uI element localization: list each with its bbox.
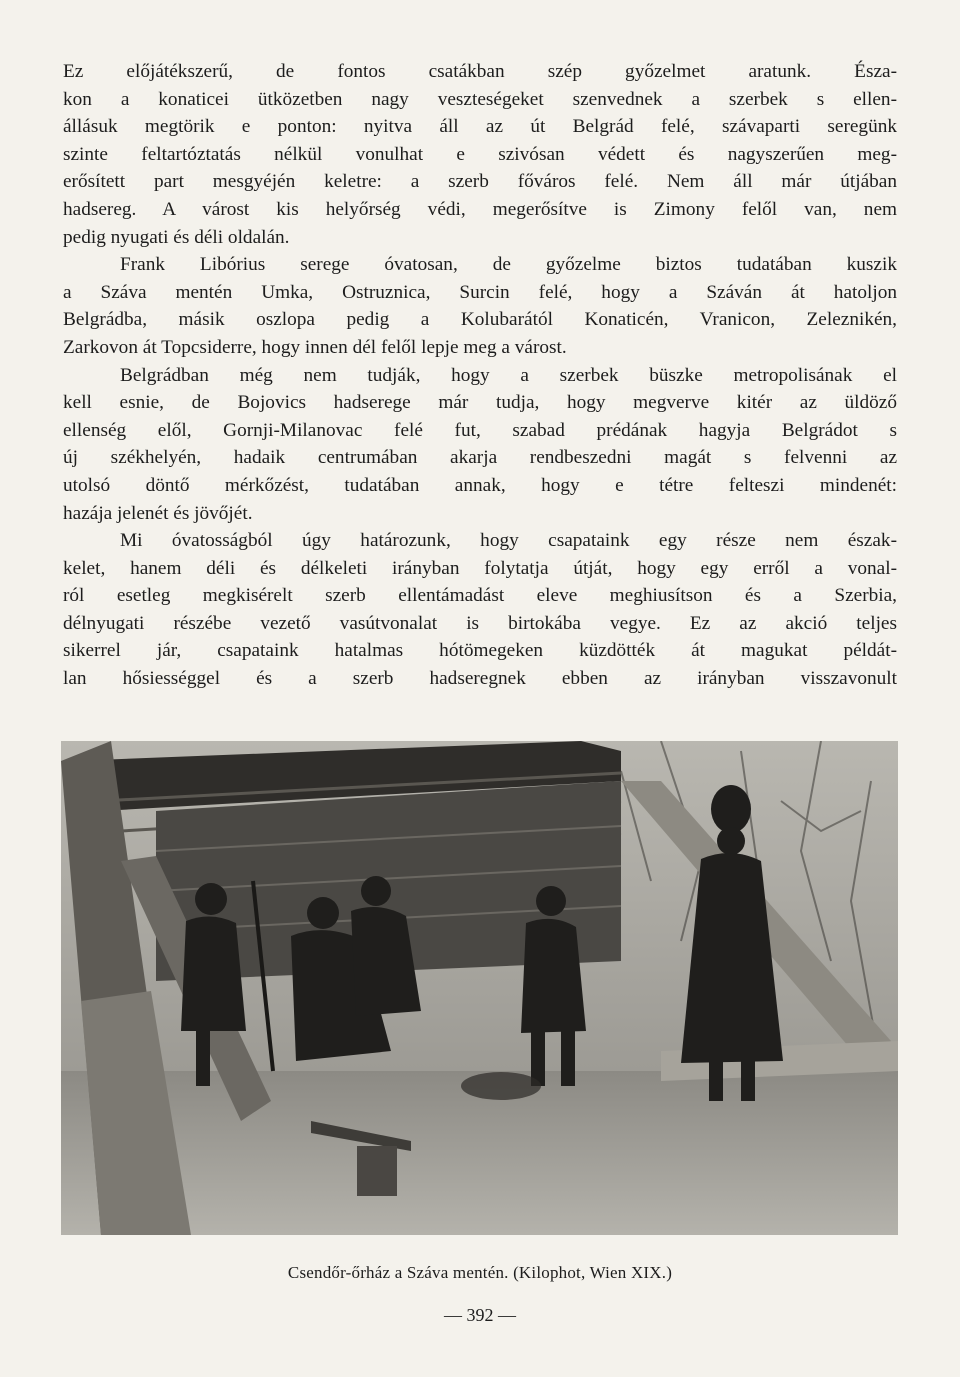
text-line: állásuk megtörik e ponton: nyitva áll az út Belgrád felé, szávaparti seregünk — [63, 116, 897, 138]
text-line: a Száva mentén Umka, Ostruznica, Surcin felé, hogy a Száván át hatoljon — [63, 281, 897, 303]
text-line: Belgrádba, másik oszlopa pedig a Kolubarától Konaticén, Vranicon, Zeleznikén, — [63, 309, 897, 331]
body-text — [63, 58, 897, 693]
text-line: ellenség elől, Gornji-Milanovac felé fut, szabad prédának hagyja Belgrádot s — [63, 419, 897, 441]
text-line: új székhelyén, hadaik centrumában akarja rendbeszedni magát s felvenni az — [63, 447, 897, 469]
photograph-gendarmerie-guardhouse — [61, 741, 898, 1235]
text-line: lan hősiességgel és a szerb hadseregnek ebben az irányban visszavonult — [63, 668, 897, 690]
text-line: kon a konaticei ütközetben nagy veszteségeket szenvednek a szerbek s ellen- — [63, 88, 897, 110]
text-line: erősített part mesgyéjén keletre: a szerb főváros felé. Nem áll már útjában — [63, 171, 897, 193]
text-line: Mi óvatosságból úgy határozunk, hogy csapataink egy része nem észak- — [120, 530, 897, 552]
photo-caption: Csendőr-őrház a Száva mentén. (Kilophot, Wien XIX.) — [287, 1263, 673, 1282]
text-line: Ez előjátékszerű, de fontos csatákban szép győzelmet aratunk. Észa- — [63, 61, 897, 82]
text-line: Frank Libórius serege óvatosan, de győzelme biztos tudatában kuszik — [120, 254, 897, 276]
text-line: kell esnie, de Bojovics hadserege már tudja, hogy megverve kitér az üldöző — [63, 392, 897, 414]
text-line: kelet, hanem déli és délkeleti irányban folytatja útját, hogy egy erről a vonal- — [63, 557, 897, 579]
page-number: — 392 — — [444, 1305, 516, 1325]
text-line: délnyugati részébe vezető vasútvonalat is birtokába vegye. Ez az akció teljes — [63, 612, 897, 634]
text-line: szinte feltartóztatás nélkül vonulhat e szivósan védett és nagyszerűen meg- — [63, 143, 897, 165]
text-line: hazája jelenét és jövőjét. — [63, 502, 253, 524]
text-line: pedig nyugati és déli oldalán. — [63, 226, 290, 248]
text-line: Zarkovon át Topcsiderre, hogy innen dél felől lepje meg a várost. — [63, 336, 567, 358]
text-line: ról esetleg megkisérelt szerb ellentámadást eleve meghiusítson és a Szerbia, — [63, 585, 897, 607]
text-line: utolsó döntő mérkőzést, tudatában annak, hogy e tétre felteszi mindenét: — [63, 474, 897, 496]
text-line: Belgrádban még nem tudják, hogy a szerbek büszke metropolisának el — [120, 364, 897, 386]
text-line: sikerrel jár, csapataink hatalmas hótömegeken küzdötték át magukat példát- — [63, 640, 897, 662]
text-line: hadsereg. A várost kis helyőrség védi, megerősítve is Zimony felől van, nem — [63, 198, 897, 220]
